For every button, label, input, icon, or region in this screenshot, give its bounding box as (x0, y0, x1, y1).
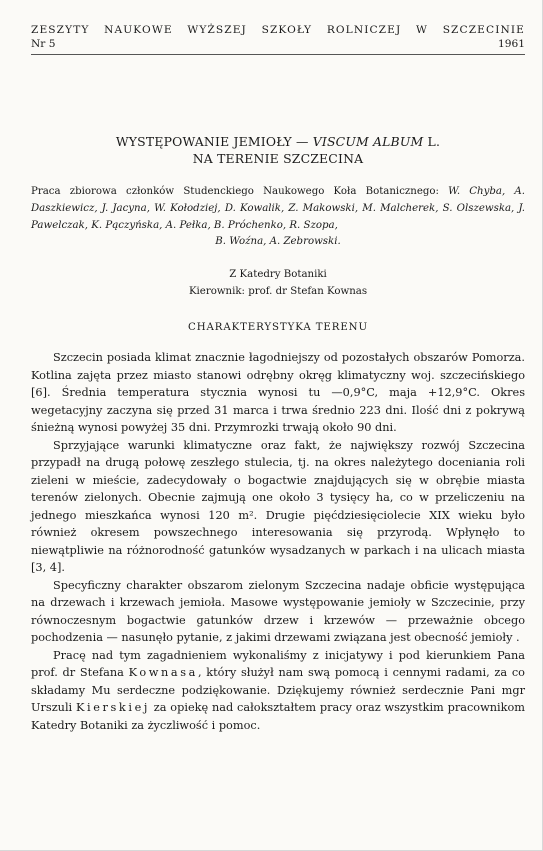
author-names-last: B. Woźna, A. Zebrowski. (215, 236, 341, 248)
issue-number: Nr 5 (31, 38, 56, 50)
paragraph-2: Sprzyjające warunki klimatyczne oraz fakt, że największy rozwój Szczecina przypadł na drugą połowę zeszłego stulecia, tj. na okres należytego doceniania roli zieleni w mieście, zadecydowały o bogactwie znajdujących się w obrębie miasta terenów zielonych. Obecnie zajmują one około 3 tysięcy ha, co w przeliczeniu na jednego mieszkańca wynosi 120 m². Drugie pięćdziesięciolecie XIX wieku było również okresem powszechnego interesowania się przyrodą. Wpłynęło to niewątpliwie na różnorodność gatunków wysadzanych w parkach i na ulicach miasta [3, 4]. (31, 438, 525, 574)
p4-text-c: za opiekę nad całokształtem pracy oraz wszystkim pracownikom Katedry Botaniki za życzliwość i pomoc. (31, 701, 526, 732)
article-body (31, 349, 525, 734)
journal-header: ZESZYTY NAUKOWE WYŻSZEJ SZKOŁY ROLNICZEJ W SZCZECINIE (31, 24, 525, 36)
title-part-2: L. (423, 134, 441, 149)
p4-name-kierska: Kierskiej (76, 701, 150, 714)
title-species: VISCUM ALBUM (312, 134, 424, 149)
department-head: Kierownik: prof. dr Stefan Kownas (188, 286, 368, 297)
article-title (31, 133, 525, 167)
p4-name-kownas: Kownasa (128, 666, 198, 679)
header-rule (31, 54, 525, 55)
p4-text-b: , który służył nam swą pomocą i cennymi radami, za co składamy Mu serdeczne podziękowanie. Dziękujemy również serdecznie Pani mgr Urszuli (31, 666, 525, 714)
issue-line (31, 38, 525, 50)
title-line-2: NA TERENIE SZCZECINA (192, 151, 364, 166)
authors-intro: Praca zbiorowa członków Studenckiego Naukowego Koła Botanicznego: (31, 186, 449, 197)
paragraph-4 (31, 647, 525, 735)
paragraph-1: Szczecin posiada klimat znacznie łagodniejszy od pozostałych obszarów Pomorza. Kotlina zajęta przez miasto stanowi odrębny okręg klimatyczny woj. szczecińskiego [6]. Średnia temperatura stycznia wynosi tu —0,9°C, maja +12,9°C. Okres wegetacyjny zaczyna się przed 31 marca i trwa średnio 223 dni. Ilość dni z pokrywą śnieżną wynosi powyżej 35 dni. Przymrozki trwają około 90 dni. (31, 351, 525, 434)
title-part-1: WYSTĘPOWANIE JEMIOŁY — (115, 134, 313, 149)
department-block (31, 266, 525, 300)
p4-text-a: Pracę nad tym zagadnieniem wykonaliśmy z inicjatywy i pod kierunkiem Pana prof. dr Stefana (31, 648, 525, 679)
issue-year: 1961 (498, 38, 525, 50)
section-title: CHARAKTERYSTYKA TERENU (188, 322, 368, 333)
authors-block (31, 184, 525, 251)
author-names: W. Chyba, A. Daszkiewicz, J. Jacyna, W. Kołodziej, D. Kowalik, Z. Makowski, M. Malcherek, S. Olszewska, J. Pawelczak, K. Pączyńska, A. Pełka, B. Próchenko, R. Szopa, (31, 186, 525, 231)
paragraph-3: Specyficzny charakter obszarom zielonym Szczecina nadaje obficie występująca na drzewach i krzewach jemioła. Masowe występowanie jemioły w Szczecinie, przy równoczesnym bogactwie gatunków drzew i krzewów — przeważnie obcego pochodzenia — nasunęło pytanie, z jakimi drzewami związana jest obecność jemioły . (31, 578, 525, 644)
department-unit: Z Katedry Botaniki (229, 269, 327, 280)
